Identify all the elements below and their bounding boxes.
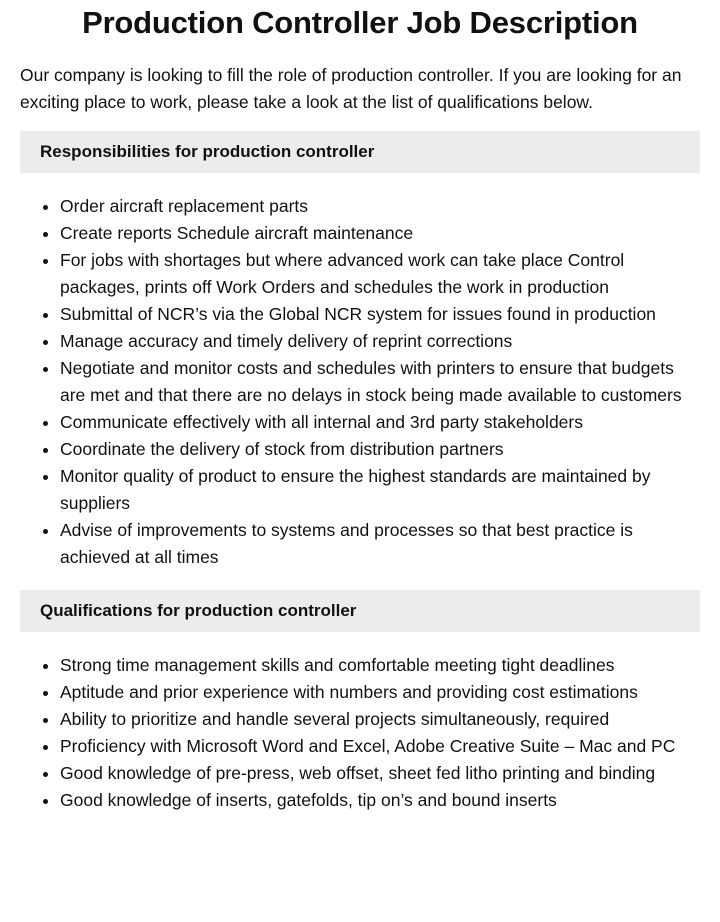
list-item: • Create reports Schedule aircraft maintenance (60, 220, 700, 247)
list-item: • Order aircraft replacement parts (60, 193, 700, 220)
intro-paragraph: Our company is looking to fill the role of production controller. If you are looking for an exciting place to work, please take a look at the list of qualifications below. (20, 65, 682, 112)
list-item: • Good knowledge of inserts, gatefolds, tip on’s and bound inserts (60, 787, 700, 814)
list-item: • Good knowledge of pre-press, web offset, sheet fed litho printing and binding (60, 760, 700, 787)
responsibilities-list (20, 193, 700, 571)
list-item: • Manage accuracy and timely delivery of reprint corrections (60, 328, 700, 355)
qualifications-list (20, 652, 700, 814)
qualifications-heading: Qualifications for production controller (20, 590, 700, 632)
list-item: • Ability to prioritize and handle several projects simultaneously, required (60, 706, 700, 733)
responsibilities-heading: Responsibilities for production controller (20, 131, 700, 173)
list-item: • Submittal of NCR’s via the Global NCR system for issues found in production (60, 301, 700, 328)
list-item: • Proficiency with Microsoft Word and Excel, Adobe Creative Suite – Mac and PC (60, 733, 700, 760)
page-title: Production Controller Job Description (82, 5, 638, 40)
list-item: • Communicate effectively with all internal and 3rd party stakeholders (60, 409, 700, 436)
list-item: • Negotiate and monitor costs and schedules with printers to ensure that budgets are met and that there are no delays in stock being made available to customers (60, 355, 700, 409)
list-item: • For jobs with shortages but where advanced work can take place Control packages, prints off Work Orders and schedules the work in production (60, 247, 700, 301)
list-item: • Monitor quality of product to ensure the highest standards are maintained by suppliers (60, 463, 700, 517)
list-item: • Strong time management skills and comfortable meeting tight deadlines (60, 652, 700, 679)
list-item: • Aptitude and prior experience with numbers and providing cost estimations (60, 679, 700, 706)
list-item: • Coordinate the delivery of stock from distribution partners (60, 436, 700, 463)
list-item: • Advise of improvements to systems and processes so that best practice is achieved at all times (60, 517, 700, 571)
